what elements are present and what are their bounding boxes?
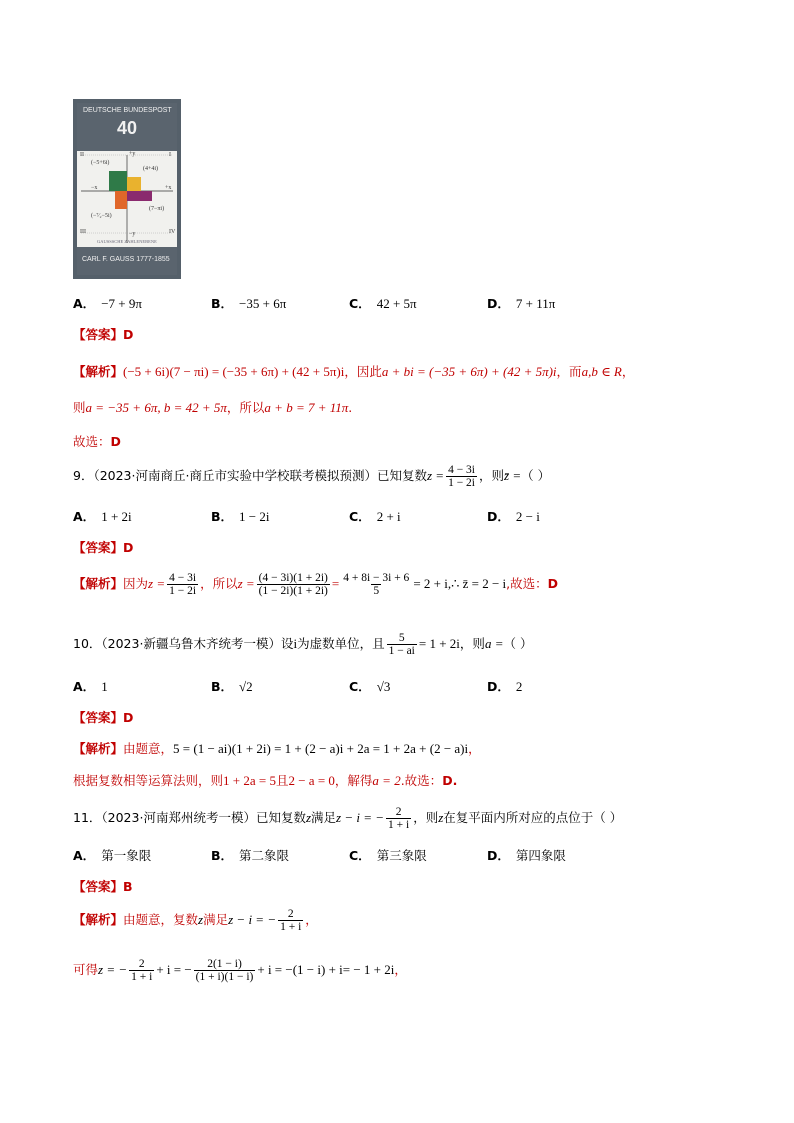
stamp-quadrant-2: II: [80, 152, 84, 158]
stamp-point-4: (−⁷⁄₂−5i): [91, 213, 112, 219]
q11-analysis-line1: 【解析】由题意，复数z满足z − i = − $\frac{2}{1 + i}$ ，: [73, 908, 318, 934]
q10-analysis-line1: 【解析】由题意，5 = (1 − ai)(1 + 2i) = 1 + (2 − a)i + 2a = 1 + 2a + (2 − a)i，: [73, 741, 481, 756]
q11-fraction: $\frac{2}{1 + i}$: [388, 806, 410, 832]
q8-option-a[interactable]: A． −7 + 9π: [73, 296, 142, 311]
q11-stem: 11．（2023·河南郑州统考一模）已知复数z满足z − i = − $\frac{2}{1 + i}$ ，则z在复平面内所对应的点位于（ ）: [73, 806, 623, 832]
stamp-point-1: (−5+6i): [91, 160, 110, 166]
stamp-axis-plus-y: +y: [129, 151, 136, 157]
q8-option-c[interactable]: C． 42 + 5π: [349, 296, 417, 311]
q8-choose: 故选：D: [73, 434, 121, 449]
q8-analysis-line1: 【解析】(−5 + 6i)(7 − πi) = (−35 + 6π) + (42 + 5π)i，因此a + bi = (−35 + 6π) + (42 + 5π)i，而a,b ∈ R，: [73, 364, 635, 379]
q10-option-d[interactable]: D． 2: [487, 679, 523, 694]
stamp-footer: CARL F. GAUSS 1777-1855: [82, 256, 170, 263]
stamp-quadrant-3: III: [80, 229, 86, 235]
q10-fraction: $\frac{5}{1 - ai}$: [388, 632, 415, 658]
q11-answer: 【答案】B: [73, 879, 133, 894]
gauss-stamp-image: [73, 99, 181, 279]
stamp-axis-minus-y: −y: [129, 231, 136, 237]
stamp-axis-minus-x: −x: [91, 185, 98, 191]
q11-analysis-line2: 可得z = − $\frac{2}{1 + i}$ + i = − $\frac{2(1 - i)}{(1 + i)(1 - i)}$ + i = −(1 − i) + i= − 1 + 2i，: [73, 958, 407, 984]
q9-option-b[interactable]: B． 1 − 2i: [211, 509, 270, 524]
q10-option-a[interactable]: A． 1: [73, 679, 108, 694]
q10-analysis-line2: 根据复数相等运算法则，则1 + 2a = 5且2 − a = 0，解得a = 2.故选：D.: [73, 773, 458, 788]
q9-fraction: $\frac{4 - 3i}{1 - 2i}$: [448, 464, 475, 490]
q8-option-b[interactable]: B． −35 + 6π: [211, 296, 287, 311]
stamp-point-3: (7−πi): [149, 206, 165, 212]
yellow-rect: [127, 177, 141, 191]
q8-option-d[interactable]: D． 7 + 11π: [487, 296, 556, 311]
stamp-footer-band: [77, 247, 177, 275]
orange-rect: [115, 191, 127, 209]
stamp-point-2: (4+4i): [143, 166, 159, 172]
stamp-quadrant-1: I: [169, 152, 171, 158]
q8-answer: 【答案】D: [73, 327, 134, 342]
q10-option-b[interactable]: B． √2: [211, 679, 253, 694]
q11-option-a[interactable]: A． 第一象限: [73, 848, 152, 863]
q9-answer: 【答案】D: [73, 540, 134, 555]
q9-option-c[interactable]: C． 2 + i: [349, 509, 401, 524]
stamp-header: DEUTSCHE BUNDESPOST: [83, 107, 172, 114]
stamp-header-band: [77, 103, 177, 151]
q9-option-a[interactable]: A． 1 + 2i: [73, 509, 132, 524]
green-rect: [109, 171, 127, 191]
stamp-value: 40: [117, 118, 138, 138]
q9-stem: 9．（2023·河南商丘·商丘市实验中学校联考模拟预测）已知复数z = $\frac{4 - 3i}{1 - 2i}$ ，则z̄ =（ ）: [73, 464, 551, 490]
q9-analysis: 【解析】因为z = $\frac{4 - 3i}{1 - 2i}$ ，所以z = $\frac{(4 - 3i)(1 + 2i)}{(1 - 2i)(1 + 2i)}$ = $\frac{4 + 8i - 3i + 6}{5}$ = 2 + i,∴ z̄ = 2 − i,故选：D: [73, 572, 559, 598]
stamp-caption: GAUSSSCHE ZAHLENEBENE: [97, 239, 157, 244]
q11-option-c[interactable]: C． 第三象限: [349, 848, 427, 863]
q9-option-d[interactable]: D． 2 − i: [487, 509, 540, 524]
stamp-axis-plus-x: +x: [165, 185, 172, 191]
stamp-paper: [77, 103, 177, 275]
q11-option-d[interactable]: D． 第四象限: [487, 848, 566, 863]
q10-option-c[interactable]: C． √3: [349, 679, 391, 694]
stamp-quadrant-4: IV: [169, 229, 176, 235]
q10-answer: 【答案】D: [73, 710, 134, 725]
q8-analysis-line2: 则a = −35 + 6π, b = 42 + 5π，所以a + b = 7 + 11π.: [73, 400, 353, 415]
purple-rect: [127, 191, 152, 201]
q11-option-b[interactable]: B． 第二象限: [211, 848, 290, 863]
q10-stem: 10．（2023·新疆乌鲁木齐统考一模）设i为虚数单位，且 $\frac{5}{1 - ai}$ = 1 + 2i，则a =（ ）: [73, 632, 533, 658]
